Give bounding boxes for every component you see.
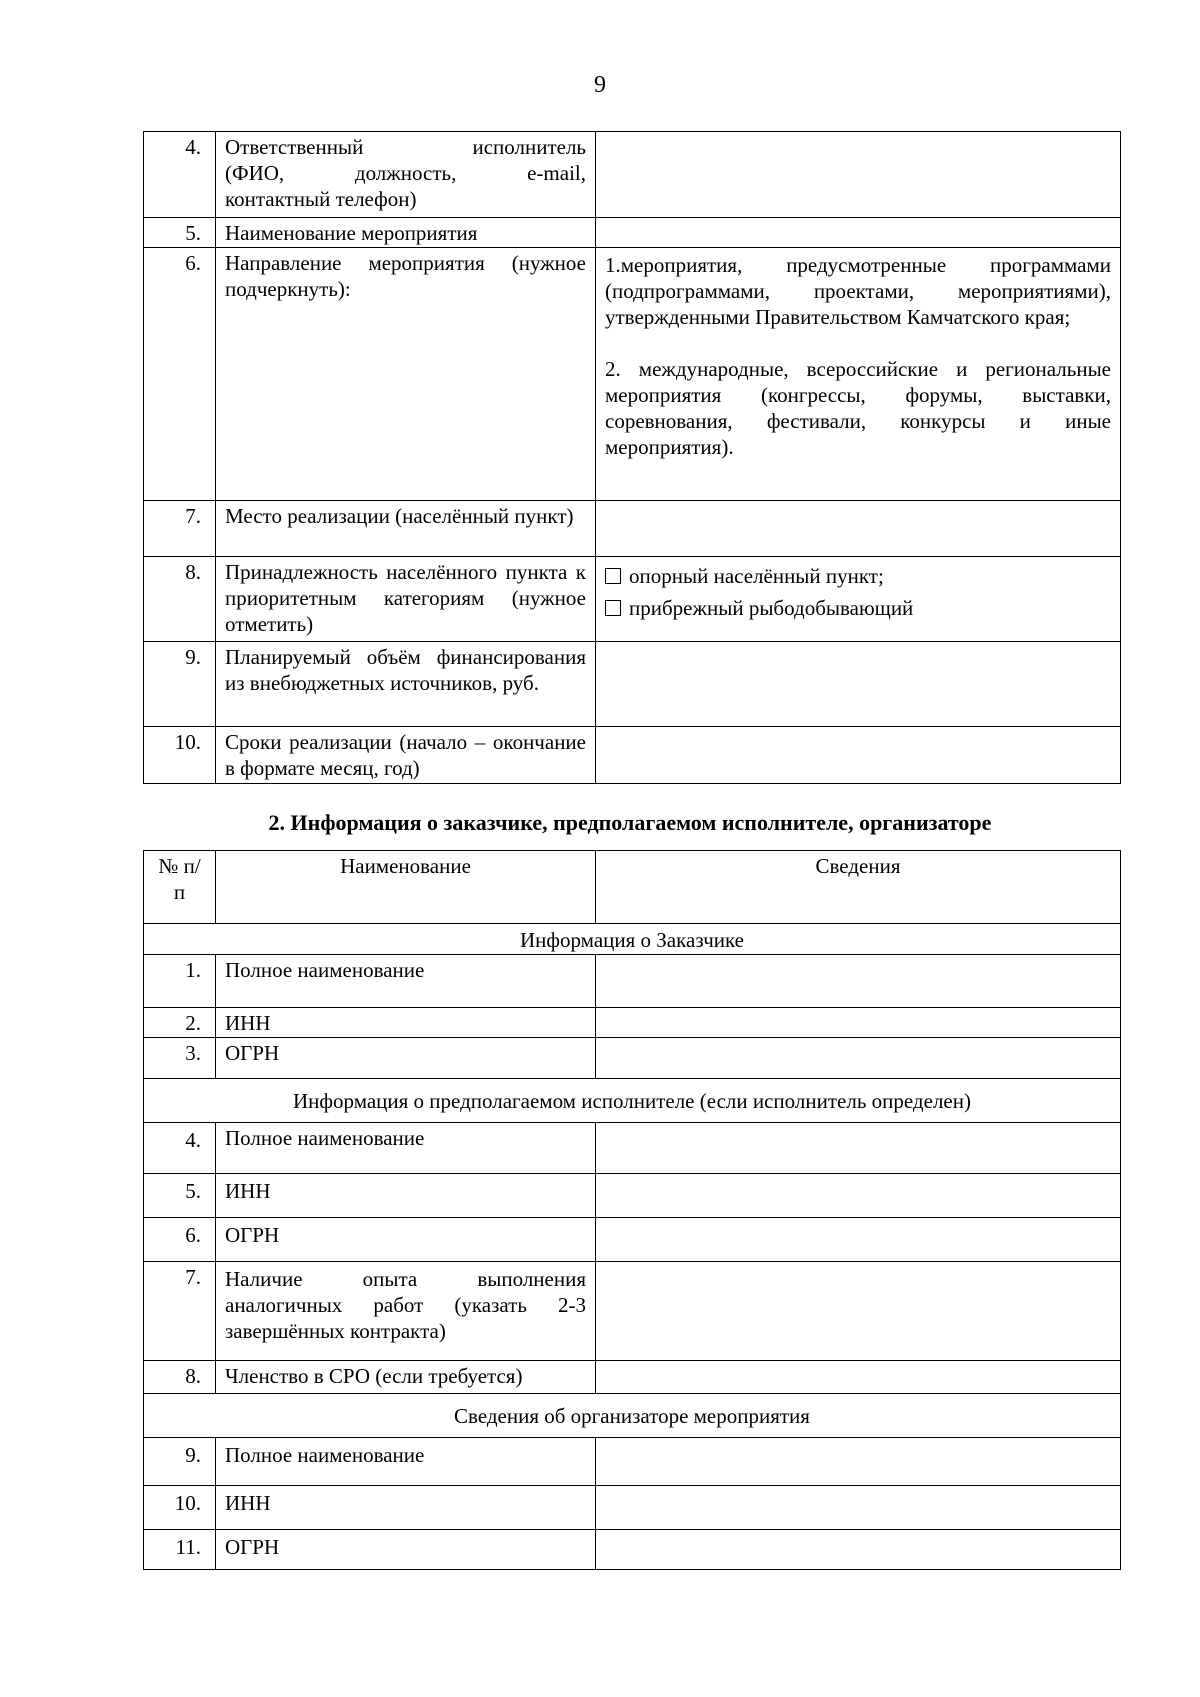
group-title-executor: Информация о предполагаемом исполнителе (если исполнитель определен): [144, 1079, 1121, 1123]
group-row: [144, 1394, 1121, 1438]
table-row: [144, 642, 1121, 727]
row-number: 9.: [144, 642, 216, 727]
organizer-inn-value[interactable]: [596, 1486, 1121, 1530]
column-header-number: № п/п: [144, 851, 216, 924]
row-label: Полное наименование: [216, 1123, 596, 1174]
event-name-value[interactable]: [596, 218, 1121, 248]
row-label: Место реализации (населённый пункт): [216, 501, 596, 557]
row-label: Сроки реализации (начало – окончание в формате месяц, год): [216, 727, 596, 784]
table-row: [144, 1361, 1121, 1394]
row-number: 7.: [144, 1262, 216, 1361]
table-row: [144, 1486, 1121, 1530]
table-row: [144, 501, 1121, 557]
group-row: [144, 924, 1121, 955]
row-number: 5.: [144, 218, 216, 248]
row-label: ИНН: [216, 1486, 596, 1530]
table-row: [144, 1008, 1121, 1038]
customer-info-table: [143, 850, 1121, 1570]
row-label-line: (ФИО, должность, e-mail,: [225, 161, 586, 185]
group-title-customer: Информация о Заказчике: [144, 924, 1121, 955]
row-number: 7.: [144, 501, 216, 557]
column-header-name: Наименование: [216, 851, 596, 924]
row-number: 10.: [144, 727, 216, 784]
direction-option-2[interactable]: 2. международные, всероссийские и региональные мероприятия (конгрессы, форумы, выставки, соревнования, фестивали, конкурсы и иные мероприятия).: [605, 357, 1111, 459]
table-row: [144, 1218, 1121, 1262]
organizer-full-name-value[interactable]: [596, 1438, 1121, 1486]
executor-experience-value[interactable]: [596, 1262, 1121, 1361]
row-label: ОГРН: [216, 1530, 596, 1570]
row-label: ОГРН: [216, 1218, 596, 1262]
row-label: ИНН: [216, 1174, 596, 1218]
row-number: 8.: [144, 1361, 216, 1394]
row-number: 6.: [144, 1218, 216, 1262]
table-header-row: [144, 851, 1121, 924]
table-row: [144, 955, 1121, 1008]
row-label-line: контактный телефон): [225, 187, 417, 211]
table-row: [144, 727, 1121, 784]
row-label: Наименование мероприятия: [216, 218, 596, 248]
checkbox-icon[interactable]: [605, 568, 621, 584]
event-info-table: [143, 131, 1121, 784]
row-label: ИНН: [216, 1008, 596, 1038]
row-label-line: Ответственный исполнитель: [225, 135, 586, 159]
row-number: 4.: [144, 132, 216, 218]
page-number: 9: [594, 72, 606, 98]
row-label: Планируемый объём финансирования из внебюджетных источников, руб.: [216, 642, 596, 727]
checkbox-icon[interactable]: [605, 600, 621, 616]
section-heading: 2. Информация о заказчике, предполагаемом исполнителе, организаторе: [268, 810, 992, 835]
executor-full-name-value[interactable]: [596, 1123, 1121, 1174]
row-label: Направление мероприятия (нужное подчеркнуть):: [216, 248, 596, 501]
location-value[interactable]: [596, 501, 1121, 557]
table-row: [144, 557, 1121, 642]
option-label: прибрежный рыбодобывающий: [629, 596, 914, 620]
customer-ogrn-value[interactable]: [596, 1038, 1121, 1079]
group-row: [144, 1079, 1121, 1123]
row-label: [216, 132, 596, 218]
executor-sro-value[interactable]: [596, 1361, 1121, 1394]
table-row: [144, 1174, 1121, 1218]
paragraph-gap: [605, 330, 1111, 356]
table-row: [144, 1438, 1121, 1486]
table-row: [144, 1038, 1121, 1079]
row-number: 5.: [144, 1174, 216, 1218]
group-title-organizer: Сведения об организаторе мероприятия: [144, 1394, 1121, 1438]
priority-category-options: [596, 557, 1121, 642]
option-support-settlement[interactable]: [605, 563, 1111, 589]
table-row: [144, 248, 1121, 501]
row-label: Наличие опыта выполнения аналогичных работ (указать 2-3 завершённых контракта): [216, 1262, 596, 1361]
table-row: [144, 218, 1121, 248]
row-number: 8.: [144, 557, 216, 642]
row-number: 1.: [144, 955, 216, 1008]
row-number: 2.: [144, 1008, 216, 1038]
executor-ogrn-value[interactable]: [596, 1218, 1121, 1262]
row-label: ОГРН: [216, 1038, 596, 1079]
timeline-value[interactable]: [596, 727, 1121, 784]
row-number: 6.: [144, 248, 216, 501]
table-row: [144, 1530, 1121, 1570]
organizer-ogrn-value[interactable]: [596, 1530, 1121, 1570]
row-label: Полное наименование: [216, 955, 596, 1008]
customer-inn-value[interactable]: [596, 1008, 1121, 1038]
customer-full-name-value[interactable]: [596, 955, 1121, 1008]
row-label: Принадлежность населённого пункта к приоритетным категориям (нужное отметить): [216, 557, 596, 642]
table-row: [144, 1123, 1121, 1174]
responsible-executor-value[interactable]: [596, 132, 1121, 218]
row-number: 10.: [144, 1486, 216, 1530]
row-number: 4.: [144, 1123, 216, 1174]
event-direction-value: [596, 248, 1121, 501]
financing-value[interactable]: [596, 642, 1121, 727]
row-label: Членство в СРО (если требуется): [216, 1361, 596, 1394]
row-number: 11.: [144, 1530, 216, 1570]
option-coastal-fishing[interactable]: [605, 595, 1111, 621]
option-label: опорный населённый пункт;: [629, 564, 884, 588]
direction-option-1[interactable]: 1.мероприятия, предусмотренные программами (подпрограммами, проектами, мероприятиями), утвержденными Правительством Камчатского края;: [605, 253, 1111, 329]
row-label: Полное наименование: [216, 1438, 596, 1486]
executor-inn-value[interactable]: [596, 1174, 1121, 1218]
table-row: [144, 1262, 1121, 1361]
table-row: [144, 132, 1121, 218]
row-number: 9.: [144, 1438, 216, 1486]
column-header-info: Сведения: [596, 851, 1121, 924]
row-number: 3.: [144, 1038, 216, 1079]
